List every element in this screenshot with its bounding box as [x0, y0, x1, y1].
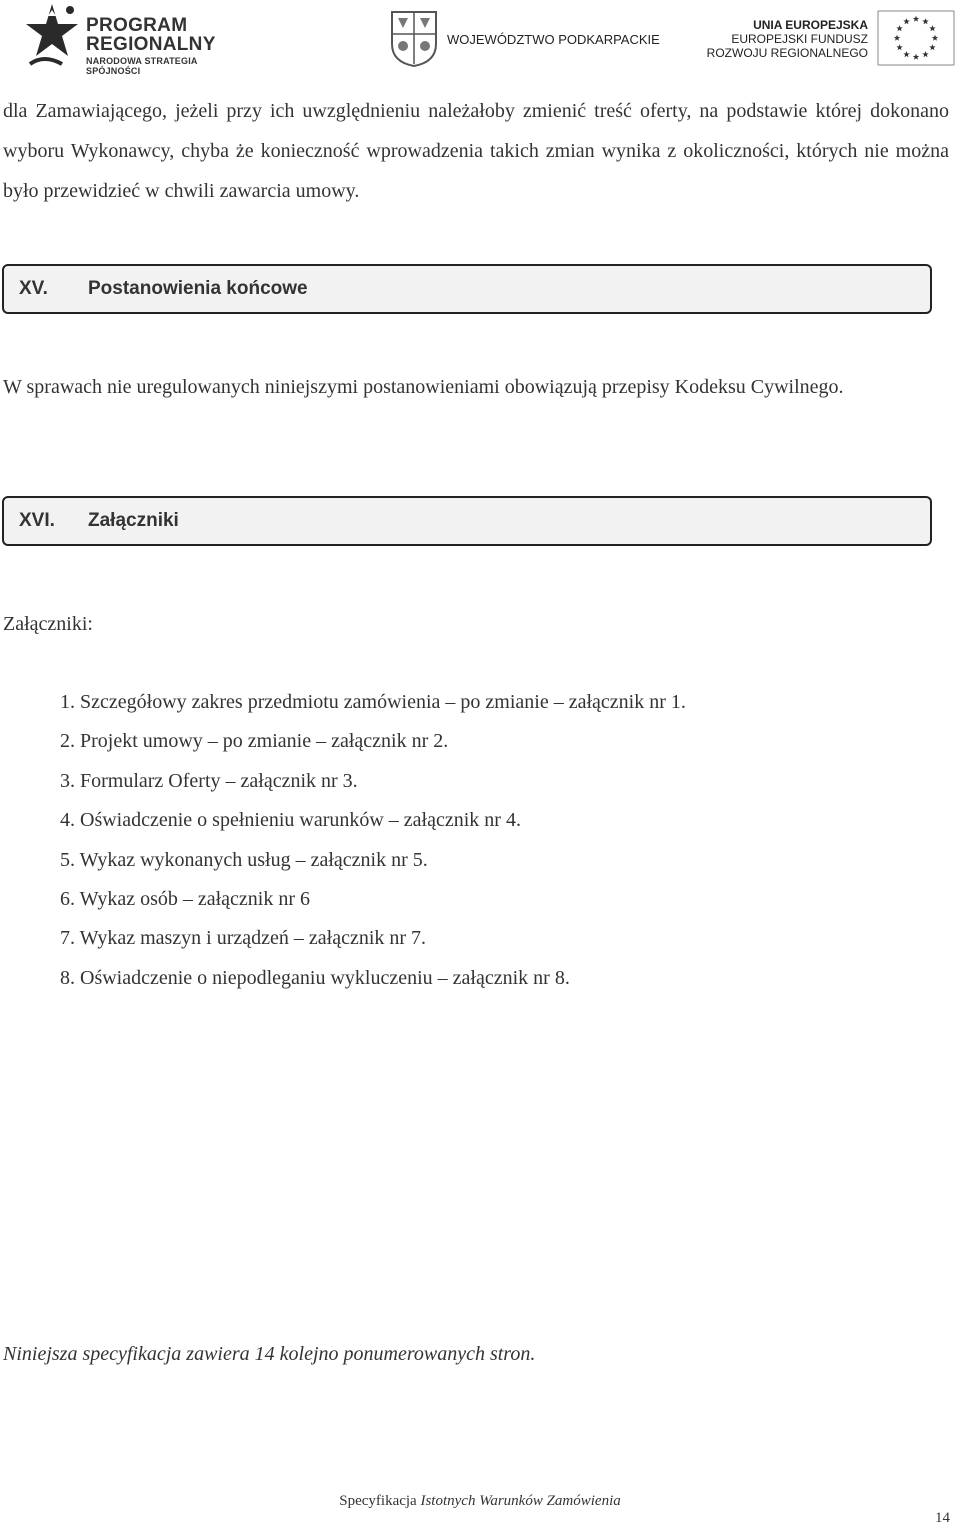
section-header-xv — [2, 264, 932, 314]
footer-label: Specyfikacja — [339, 1493, 421, 1509]
eu-line-2: EUROPEJSKI FUNDUSZ — [731, 32, 868, 46]
region-label: WOJEWÓDZTWO PODKARPACKIE — [447, 32, 660, 47]
eu-fund-label — [700, 18, 868, 60]
section-xv-body: W sprawach nie uregulowanych niniejszymi postanowieniami obowiązują przepisy Kodeksu Cywilnego. — [3, 376, 844, 398]
list-item: 6. Wykaz osób – załącznik nr 6 — [60, 887, 311, 910]
footer-label-italic: Istotnych Warunków Zamówienia — [420, 1493, 621, 1509]
closing-note: Niniejsza specyfikacja zawiera 14 kolejno ponumerowanych stron. — [3, 1343, 536, 1365]
eu-line-1: UNIA EUROPEJSKA — [753, 18, 868, 32]
attachments-list — [60, 683, 686, 998]
section-title: Załączniki — [88, 510, 179, 531]
podkarpackie-crest-icon — [390, 10, 438, 68]
list-item: 4. Oświadczenie o spełnieniu warunków – załącznik nr 4. — [60, 809, 521, 832]
section-number: XVI. — [19, 510, 55, 531]
program-regionalny-text — [86, 16, 252, 76]
program-line-2: REGIONALNY — [86, 34, 216, 55]
program-regionalny-logo — [22, 2, 252, 74]
attachments-label: Załączniki: — [3, 613, 93, 635]
eu-line-3: ROZWOJU REGIONALNEGO — [706, 46, 868, 60]
intro-paragraph: dla Zamawiającego, jeżeli przy ich uwzględnieniu należałoby zmienić treść oferty, na podstawie której dokonano wyboru Wykonawcy, chyba że konieczność wprowadzenia takich zmian wynika z okoliczności, których nie można było przewidzieć w chwili zawarcia umowy. — [3, 100, 949, 202]
section-number: XV. — [19, 278, 48, 299]
list-item: 5. Wykaz wykonanych usług – załącznik nr 5. — [60, 848, 428, 871]
list-item: 8. Oświadczenie o niepodleganiu wykluczeniu – załącznik nr 8. — [60, 966, 570, 989]
list-item: 7. Wykaz maszyn i urządzeń – załącznik nr 7. — [60, 927, 427, 950]
list-item: 2. Projekt umowy – po zmianie – załącznik nr 2. — [60, 730, 449, 753]
page-number: 14 — [935, 1510, 950, 1526]
program-line-1: PROGRAM — [86, 15, 188, 36]
list-item: 1. Szczegółowy zakres przedmiotu zamówienia – po zmianie – załącznik nr 1. — [60, 691, 686, 713]
section-title: Postanowienia końcowe — [88, 278, 308, 299]
section-header-xvi — [2, 496, 932, 546]
page-header — [0, 0, 960, 80]
star-figure-icon — [22, 2, 84, 74]
list-item: 3. Formularz Oferty – załącznik nr 3. — [60, 769, 358, 792]
eu-flag-icon — [877, 10, 955, 66]
program-line-3: NARODOWA STRATEGIA SPÓJNOŚCI — [86, 56, 198, 76]
page-footer — [0, 1493, 960, 1510]
